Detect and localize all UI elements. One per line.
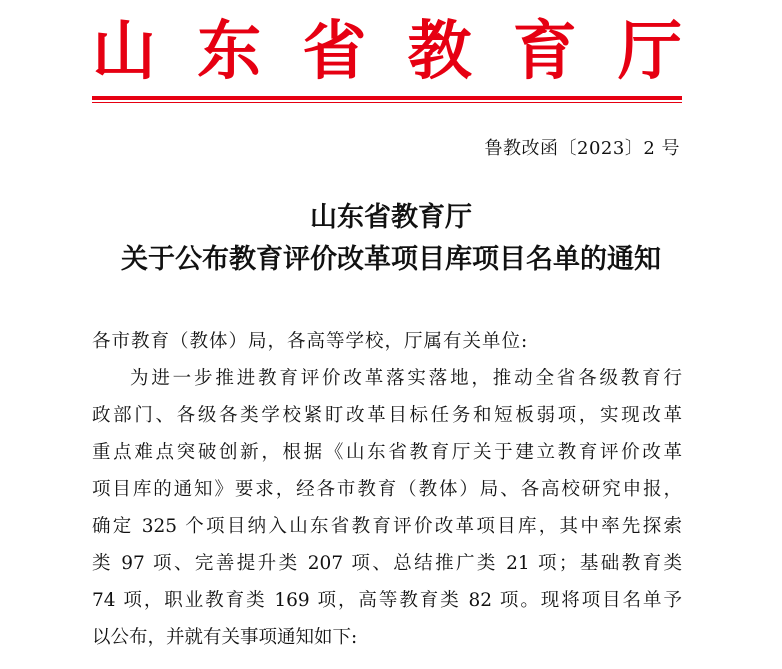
salutation: 各市教育（教体）局，各高等学校，厅属有关单位: xyxy=(92,331,529,352)
masthead-char: 教 xyxy=(407,14,472,89)
masthead-char: 山 xyxy=(92,14,156,89)
paragraph-line: 重点难点突破创新，根据《山东省教育厅关于建立教育评价改革 xyxy=(92,442,682,463)
paragraph-line: 确定 325 个项目纳入山东省教育评价改革项目库，其中率先探索 xyxy=(92,516,682,537)
paragraph-line: 项目库的通知》要求，经各市教育（教体）局、各高校研究申报， xyxy=(92,479,682,500)
title-line-1: 山东省教育厅 xyxy=(310,202,472,233)
document-body xyxy=(92,323,682,656)
masthead-char: 省 xyxy=(302,14,367,89)
masthead-char: 厅 xyxy=(617,14,682,89)
document-number: 鲁教改函〔2023〕2 号 xyxy=(484,138,680,159)
title-line-2: 关于公布教育评价改革项目库项目名单的通知 xyxy=(121,244,661,275)
paragraph-line: 为进一步推进教育评价改革落实落地，推动全省各级教育行 xyxy=(130,368,682,389)
paragraph-line: 以公布，并就有关事项通知如下: xyxy=(92,627,358,648)
masthead-divider-thin xyxy=(92,102,682,103)
paragraph-line: 74 项，职业教育类 169 项，高等教育类 82 项。现将项目名单予 xyxy=(92,590,682,611)
document-title xyxy=(0,197,782,281)
masthead-char: 育 xyxy=(512,14,577,89)
paragraph-line: 政部门、各级各类学校紧盯改革目标任务和短板弱项，实现改革 xyxy=(92,405,682,426)
paragraph-line: 类 97 项、完善提升类 207 项、总结推广类 21 项；基础教育类 xyxy=(92,553,682,574)
masthead-divider-thick xyxy=(92,96,682,100)
masthead-title xyxy=(92,12,682,92)
masthead-char: 东 xyxy=(197,14,262,89)
